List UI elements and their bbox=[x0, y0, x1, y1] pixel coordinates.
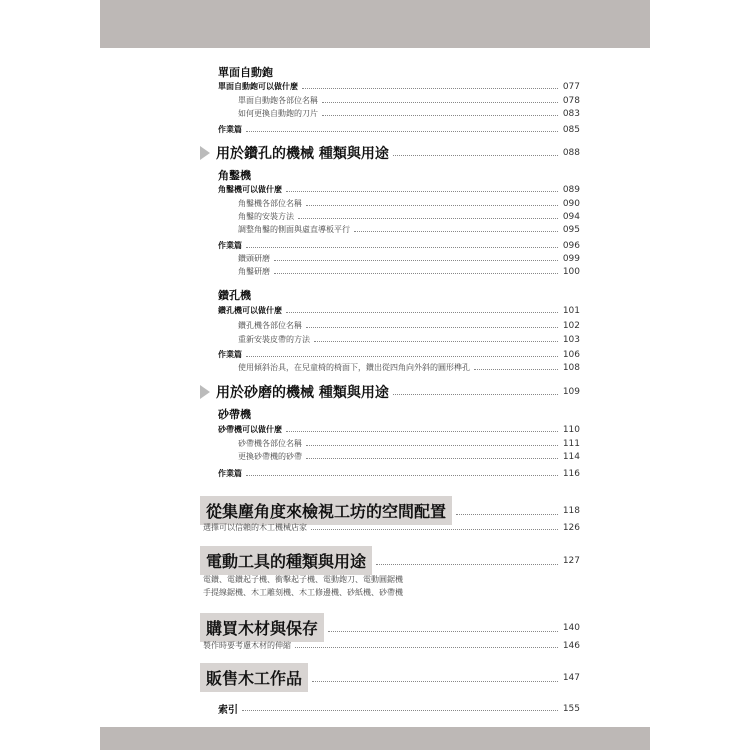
page-number: 090 bbox=[562, 198, 580, 209]
toc-part[interactable] bbox=[200, 613, 580, 642]
page-number: 100 bbox=[562, 266, 580, 277]
page-number: 085 bbox=[562, 124, 580, 135]
chapter-title: 用於砂磨的機械 種類與用途 bbox=[216, 385, 389, 401]
page-number: 111 bbox=[562, 438, 580, 449]
leader-dots bbox=[306, 445, 558, 446]
leader-dots bbox=[306, 205, 558, 206]
section-heading: 角鑿機 bbox=[218, 169, 251, 182]
page-number: 083 bbox=[562, 108, 580, 119]
toc-entry-label: 如何更換自動鉋的刀片 bbox=[238, 109, 318, 118]
toc-entry[interactable] bbox=[218, 424, 580, 435]
leader-dots bbox=[393, 155, 558, 156]
toc-entry[interactable] bbox=[218, 124, 580, 135]
leader-dots bbox=[354, 231, 558, 232]
page-number: 089 bbox=[562, 184, 580, 195]
toc-part[interactable] bbox=[200, 496, 580, 525]
leader-dots bbox=[298, 218, 558, 219]
page-number: 103 bbox=[562, 334, 580, 345]
section-heading: 單面自動鉋 bbox=[218, 66, 273, 79]
leader-dots bbox=[286, 191, 558, 192]
leader-dots bbox=[246, 356, 558, 357]
leader-dots bbox=[328, 631, 558, 632]
toc-entry[interactable] bbox=[218, 81, 580, 92]
bottom-gray-band bbox=[100, 727, 650, 750]
part-title: 從集塵角度來檢視工坊的空間配置 bbox=[200, 496, 452, 525]
toc-part[interactable] bbox=[200, 546, 580, 575]
leader-dots bbox=[274, 260, 558, 261]
leader-dots bbox=[376, 564, 558, 565]
leader-dots bbox=[306, 327, 558, 328]
leader-dots bbox=[312, 681, 558, 682]
toc-entry[interactable] bbox=[203, 640, 580, 651]
toc-entry-label: 單面自動鉋各部位名稱 bbox=[238, 96, 318, 105]
toc-entry-label: 鑽頭研磨 bbox=[238, 254, 270, 263]
leader-dots bbox=[393, 394, 558, 395]
toc-entry-label: 角鑿的安裝方法 bbox=[238, 212, 294, 221]
toc-entry[interactable] bbox=[238, 95, 580, 106]
toc-entry-label: 角鑿機可以做什麼 bbox=[218, 185, 282, 194]
chapter-arrow-icon bbox=[200, 146, 210, 160]
toc-entry-label: 作業篇 bbox=[218, 469, 242, 478]
page-number: 096 bbox=[562, 240, 580, 251]
tool-list-line: 手提線鋸機、木工雕刻機、木工修邊機、砂紙機、砂帶機 bbox=[203, 588, 403, 597]
toc-entry-label: 製作時要考慮木材的伸縮 bbox=[203, 641, 291, 650]
toc-entry[interactable] bbox=[238, 253, 580, 264]
page-number: 078 bbox=[562, 95, 580, 106]
leader-dots bbox=[474, 369, 558, 370]
leader-dots bbox=[311, 529, 558, 530]
page-number: 094 bbox=[562, 211, 580, 222]
toc-entry[interactable] bbox=[238, 108, 580, 119]
page-number: 077 bbox=[562, 81, 580, 92]
toc-entry-label: 重新安裝皮帶的方法 bbox=[238, 335, 310, 344]
section-heading: 鑽孔機 bbox=[218, 289, 251, 302]
leader-dots bbox=[246, 475, 558, 476]
page-number: 110 bbox=[562, 424, 580, 435]
toc-entry[interactable] bbox=[218, 184, 580, 195]
toc-entry-label: 角鑿機各部位名稱 bbox=[238, 199, 302, 208]
page-number: 146 bbox=[562, 640, 580, 651]
page-number: 126 bbox=[562, 522, 580, 533]
toc-index-entry[interactable] bbox=[218, 701, 580, 716]
page-number: 116 bbox=[562, 468, 580, 479]
toc-entry[interactable] bbox=[238, 438, 580, 449]
page-number: 155 bbox=[562, 703, 580, 714]
chapter-arrow-icon bbox=[200, 385, 210, 399]
toc-entry[interactable] bbox=[238, 451, 580, 462]
toc-entry[interactable] bbox=[218, 349, 580, 360]
chapter-title: 用於鑽孔的機械 種類與用途 bbox=[216, 146, 389, 162]
toc-entry[interactable] bbox=[203, 522, 580, 533]
leader-dots bbox=[286, 431, 558, 432]
page-number: 118 bbox=[562, 505, 580, 516]
section-heading: 砂帶機 bbox=[218, 408, 251, 421]
leader-dots bbox=[322, 102, 558, 103]
leader-dots bbox=[286, 312, 558, 313]
toc-part[interactable] bbox=[200, 663, 580, 692]
toc-entry[interactable] bbox=[238, 224, 580, 235]
page-number: 140 bbox=[562, 622, 580, 633]
leader-dots bbox=[306, 458, 558, 459]
leader-dots bbox=[314, 341, 558, 342]
toc-entry-label: 鑽孔機可以做什麼 bbox=[218, 306, 282, 315]
page-number: 109 bbox=[562, 387, 580, 397]
leader-dots bbox=[322, 115, 558, 116]
toc-entry[interactable] bbox=[238, 211, 580, 222]
toc-entry[interactable] bbox=[238, 266, 580, 277]
leader-dots bbox=[242, 710, 558, 711]
leader-dots bbox=[246, 131, 558, 132]
page-number: 088 bbox=[562, 148, 580, 158]
toc-entry[interactable] bbox=[218, 240, 580, 251]
part-title: 販售木工作品 bbox=[200, 663, 308, 692]
toc-entry-label: 選擇可以信賴的木工機械店家 bbox=[203, 523, 307, 532]
toc-entry[interactable] bbox=[238, 198, 580, 209]
page-number: 106 bbox=[562, 349, 580, 360]
page-number: 101 bbox=[562, 305, 580, 316]
part-title: 購買木材與保存 bbox=[200, 613, 324, 642]
page-number: 114 bbox=[562, 451, 580, 462]
toc-entry[interactable] bbox=[218, 305, 580, 316]
toc-entry[interactable] bbox=[218, 468, 580, 479]
toc-entry-label: 使用傾斜治具，在兒童椅的椅面下，鑽出從四角向外斜的圓形榫孔 bbox=[238, 363, 470, 372]
tool-list-line: 電鑽、電鑽起子機、衝擊起子機、電動鉋刀、電動圓鋸機 bbox=[203, 575, 403, 584]
toc-entry[interactable] bbox=[238, 334, 580, 345]
page-number: 095 bbox=[562, 224, 580, 235]
index-label: 索引 bbox=[218, 705, 238, 716]
leader-dots bbox=[295, 647, 558, 648]
toc-chapter[interactable] bbox=[200, 143, 580, 163]
toc-entry-label: 調整角鑿的側面與虛直導板平行 bbox=[238, 225, 350, 234]
page-number: 102 bbox=[562, 320, 580, 331]
toc-entry-label: 鑽孔機各部位名稱 bbox=[238, 321, 302, 330]
page-number: 147 bbox=[562, 672, 580, 683]
toc-entry-label: 單面自動鉋可以做什麼 bbox=[218, 82, 298, 91]
leader-dots bbox=[246, 247, 558, 248]
toc-entry-label: 作業篇 bbox=[218, 125, 242, 134]
toc-entry[interactable] bbox=[238, 320, 580, 331]
toc-entry-label: 砂帶機各部位名稱 bbox=[238, 439, 302, 448]
toc-entry-label: 作業篇 bbox=[218, 241, 242, 250]
leader-dots bbox=[302, 88, 558, 89]
toc-entry[interactable] bbox=[238, 362, 580, 373]
toc-entry-label: 砂帶機可以做什麼 bbox=[218, 425, 282, 434]
page-number: 099 bbox=[562, 253, 580, 264]
toc-entry-label: 更換砂帶機的砂帶 bbox=[238, 452, 302, 461]
page-number: 127 bbox=[562, 555, 580, 566]
leader-dots bbox=[456, 514, 558, 515]
top-gray-band bbox=[100, 0, 650, 48]
toc-entry-label: 作業篇 bbox=[218, 350, 242, 359]
leader-dots bbox=[274, 273, 558, 274]
part-title: 電動工具的種類與用途 bbox=[200, 546, 372, 575]
page-number: 108 bbox=[562, 362, 580, 373]
toc-entry-label: 角鑿研磨 bbox=[238, 267, 270, 276]
toc-chapter[interactable] bbox=[200, 382, 580, 402]
